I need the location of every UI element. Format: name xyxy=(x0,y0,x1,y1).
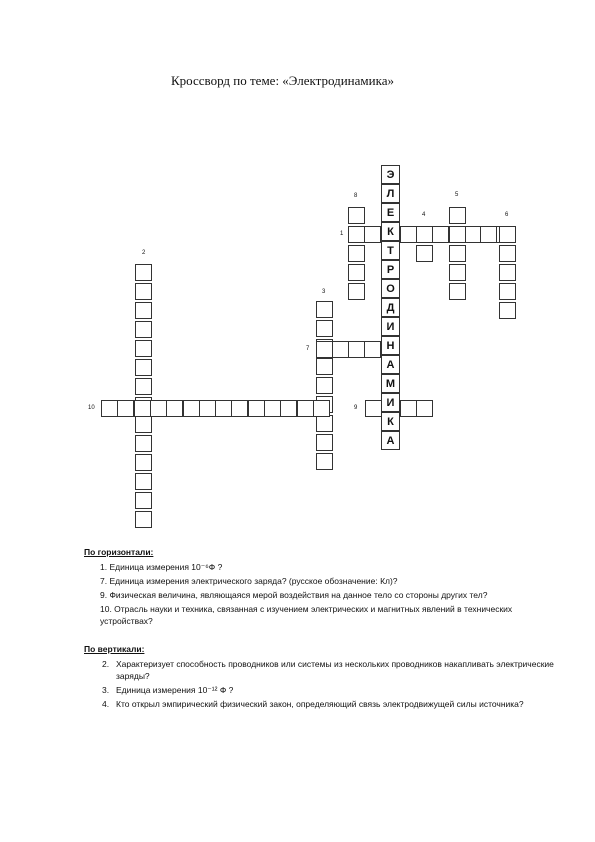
down-clue-text: Единица измерения 10⁻¹² Ф ? xyxy=(116,685,234,695)
across-10-cell[interactable] xyxy=(101,400,118,417)
across-heading: По горизонтали: xyxy=(84,547,154,557)
down-2-cell[interactable] xyxy=(135,435,152,452)
down-2-cell[interactable] xyxy=(135,378,152,395)
down-8-cell[interactable] xyxy=(348,264,365,281)
across-clue-10: 10. Отрасль науки и техника, связанная с изучением электрических и магнитных явлений в технических устройствах? xyxy=(100,604,513,626)
down-3-cell[interactable] xyxy=(316,434,333,451)
across-10-cell[interactable] xyxy=(166,400,183,417)
clue-number-9: 9 xyxy=(354,405,358,411)
clue-number-8: 8 xyxy=(354,193,358,199)
across-10-cell[interactable] xyxy=(297,400,314,417)
across-10-cell[interactable] xyxy=(231,400,248,417)
clue-number-6: 6 xyxy=(505,212,509,218)
down-clue-text: Кто открыл эмпирический физический закон, определяющий связь электродвижущей силы источника? xyxy=(116,699,524,709)
across-10-cell[interactable] xyxy=(117,400,134,417)
down-6-cell[interactable] xyxy=(499,302,516,319)
keyword-letter-cell: Н xyxy=(381,336,400,355)
keyword-letter-cell: И xyxy=(381,317,400,336)
clue-number-4: 4 xyxy=(422,212,426,218)
across-1-cell[interactable] xyxy=(364,226,381,243)
down-3-cell[interactable] xyxy=(316,320,333,337)
down-clue-4 xyxy=(102,698,554,710)
clue-number-10: 10 xyxy=(88,405,95,411)
down-5-cell[interactable] xyxy=(449,226,466,243)
down-2-cell[interactable] xyxy=(135,473,152,490)
down-5-cell[interactable] xyxy=(449,283,466,300)
keyword-letter-cell: Е xyxy=(381,203,400,222)
down-2-cell[interactable] xyxy=(135,359,152,376)
down-4-cell[interactable] xyxy=(416,226,433,243)
down-8-cell[interactable] xyxy=(348,245,365,262)
keyword-letter-cell: К xyxy=(381,412,400,431)
keyword-letter-cell: М xyxy=(381,374,400,393)
down-2-cell[interactable] xyxy=(135,283,152,300)
across-10-cell[interactable] xyxy=(215,400,232,417)
across-10-cell[interactable] xyxy=(150,400,167,417)
clue-number-1: 1 xyxy=(340,231,344,237)
across-clue-7: 7. Единица измерения электрического заряда? (русское обозначение: Кл)? xyxy=(100,576,398,586)
across-1-cell[interactable] xyxy=(432,226,449,243)
across-7-cell[interactable] xyxy=(316,341,333,358)
down-5-cell[interactable] xyxy=(449,207,466,224)
down-clue-number: 3. xyxy=(102,685,110,695)
across-1-cell[interactable] xyxy=(400,226,417,243)
keyword-letter-cell: Т xyxy=(381,241,400,260)
across-clue-9: 9. Физическая величина, являющаяся мерой воздействия на данное тело со стороны других тел? xyxy=(100,590,488,600)
across-10-cell[interactable] xyxy=(264,400,281,417)
clue-number-7: 7 xyxy=(306,346,310,352)
down-6-cell[interactable] xyxy=(499,245,516,262)
across-9-cell[interactable] xyxy=(416,400,433,417)
down-heading: По вертикали: xyxy=(84,644,145,654)
keyword-letter-cell: А xyxy=(381,355,400,374)
across-10-cell[interactable] xyxy=(248,400,265,417)
down-8-cell[interactable] xyxy=(348,207,365,224)
down-6-cell[interactable] xyxy=(499,264,516,281)
clue-number-5: 5 xyxy=(455,192,459,198)
across-1-cell[interactable] xyxy=(480,226,497,243)
across-7-cell[interactable] xyxy=(364,341,381,358)
across-9-cell[interactable] xyxy=(400,400,417,417)
across-10-cell[interactable] xyxy=(199,400,216,417)
across-9-cell[interactable] xyxy=(365,400,382,417)
across-7-cell[interactable] xyxy=(332,341,349,358)
down-3-cell[interactable] xyxy=(316,358,333,375)
keyword-letter-cell: К xyxy=(381,222,400,241)
down-2-cell[interactable] xyxy=(135,302,152,319)
keyword-letter-cell: А xyxy=(381,431,400,450)
keyword-letter-cell: И xyxy=(381,393,400,412)
down-2-cell[interactable] xyxy=(135,416,152,433)
down-clue-2 xyxy=(102,658,554,682)
across-1-cell[interactable] xyxy=(464,226,481,243)
down-5-cell[interactable] xyxy=(449,264,466,281)
down-2-cell[interactable] xyxy=(135,454,152,471)
clues-section xyxy=(84,546,554,712)
across-10-cell[interactable] xyxy=(313,400,330,417)
down-3-cell[interactable] xyxy=(316,415,333,432)
down-3-cell[interactable] xyxy=(316,301,333,318)
down-clue-number: 4. xyxy=(102,699,110,709)
down-5-cell[interactable] xyxy=(449,245,466,262)
down-clue-text: Характеризует способность проводников или системы из нескольких проводников накапливать электрические заряды? xyxy=(116,659,554,681)
down-2-cell[interactable] xyxy=(135,264,152,281)
down-clue-3 xyxy=(102,684,554,696)
clue-number-3: 3 xyxy=(322,289,326,295)
across-clue-1: 1. Единица измерения 10⁻⁶Ф ? xyxy=(100,562,223,572)
down-2-cell[interactable] xyxy=(135,492,152,509)
across-10-cell[interactable] xyxy=(134,400,151,417)
keyword-letter-cell: О xyxy=(381,279,400,298)
keyword-letter-cell: Л xyxy=(381,184,400,203)
down-2-cell[interactable] xyxy=(135,511,152,528)
across-10-cell[interactable] xyxy=(280,400,297,417)
page-title: Кроссворд по теме: «Электродинамика» xyxy=(171,73,394,88)
clue-number-2: 2 xyxy=(142,250,146,256)
down-3-cell[interactable] xyxy=(316,377,333,394)
down-4-cell[interactable] xyxy=(416,245,433,262)
down-8-cell[interactable] xyxy=(348,283,365,300)
down-2-cell[interactable] xyxy=(135,321,152,338)
down-2-cell[interactable] xyxy=(135,340,152,357)
down-6-cell[interactable] xyxy=(499,283,516,300)
across-7-cell[interactable] xyxy=(348,341,365,358)
across-10-cell[interactable] xyxy=(183,400,200,417)
down-6-cell[interactable] xyxy=(499,226,516,243)
keyword-letter-cell: Э xyxy=(381,165,400,184)
down-3-cell[interactable] xyxy=(316,453,333,470)
down-8-cell[interactable] xyxy=(348,226,365,243)
down-clue-number: 2. xyxy=(102,659,110,669)
keyword-letter-cell: Д xyxy=(381,298,400,317)
keyword-letter-cell: Р xyxy=(381,260,400,279)
